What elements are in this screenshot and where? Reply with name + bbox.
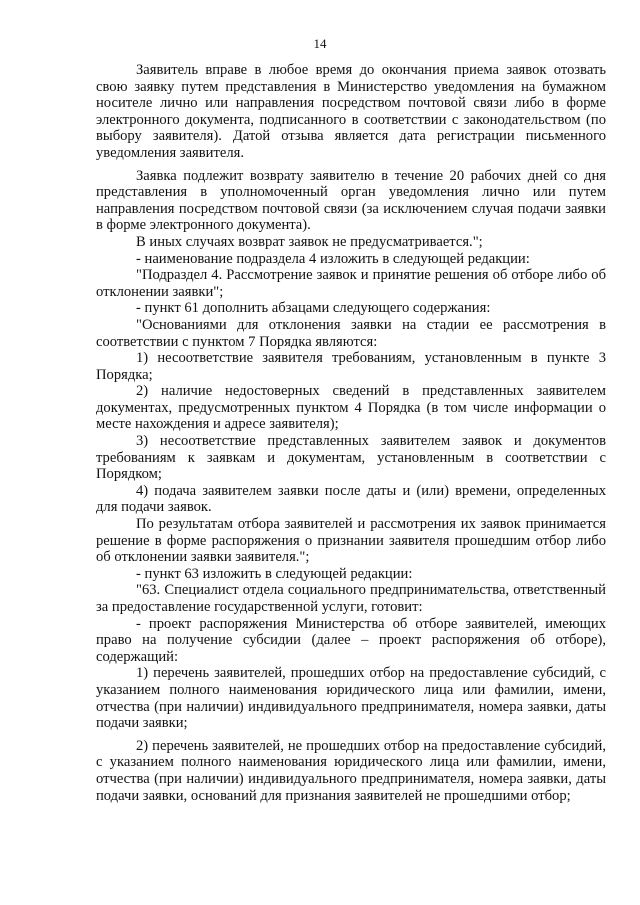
list-item: 2) перечень заявителей, не прошедших отбор на предоставление субсидий, с указанием полного наименования юридического лица или фамилии, имени, отчества (при наличии) индивидуального предпринимателя, номера заявки, даты подачи заявки, оснований для признания заявителей не прошедшими отбор; bbox=[96, 737, 606, 804]
paragraph-results: По результатам отбора заявителей и рассмотрения их заявок принимается решение в форме распоряжения о признании заявителя прошедшим отбор либо об отклонении заявки заявителя."; bbox=[96, 516, 606, 566]
list-item: 3) несоответствие представленных заявителем заявок и документов требованиям к заявкам и документам, установленным в соответствии с Порядком; bbox=[96, 433, 606, 483]
page-number: 14 bbox=[313, 36, 327, 51]
list-item: 4) подача заявителем заявки после даты и (или) времени, определенных для подачи заявок. bbox=[96, 482, 606, 516]
paragraph-specialist: "63. Специалист отдела социального предпринимательства, ответственный за предоставление государственной услуги, готовит: bbox=[96, 582, 606, 615]
paragraph-subsection-4: "Подраздел 4. Рассмотрение заявок и принятие решения об отборе либо об отклонении заявки"; bbox=[96, 267, 606, 300]
paragraph-point-63: - пункт 63 изложить в следующей редакции: bbox=[136, 565, 413, 582]
paragraph-withdrawal: Заявитель вправе в любое время до окончания приема заявок отозвать свою заявку путем представления в Министерство уведомления на бумажном носителе лично или направления посредством почтовой связи либо в форме электронного документа, подписанного в соответствии с законодательством (по выбору заявителя). Датой отзыва является дата регистрации письменного уведомления заявителя. bbox=[96, 62, 606, 161]
document-body bbox=[96, 62, 606, 804]
paragraph-draft-order: - проект распоряжения Министерства об отборе заявителей, имеющих право на получение субсидии (далее – проект распоряжения об отборе), содержащий: bbox=[96, 615, 606, 665]
paragraph-grounds: "Основаниями для отклонения заявки на стадии ее рассмотрения в соответствии с пунктом 7 Порядка являются: bbox=[96, 316, 606, 350]
list-item: 1) перечень заявителей, прошедших отбор на предоставление субсидий, с указанием полного наименования юридического лица или фамилии, имени, отчества (при наличии) индивидуального предпринимателя, номера заявки, даты подачи заявки; bbox=[96, 665, 606, 732]
paragraph-return: Заявка подлежит возврату заявителю в течение 20 рабочих дней со дня представления в уполномоченный орган уведомления лично или путем направления посредством почтовой связи (за исключением случая подачи заявки в форме электронного документа). bbox=[96, 167, 606, 234]
list-item: 1) несоответствие заявителя требованиям, установленным в пункте 3 Порядка; bbox=[96, 350, 606, 383]
paragraph-subsection-title-instruction: - наименование подраздела 4 изложить в следующей редакции: bbox=[136, 250, 530, 267]
list-item: 2) наличие недостоверных сведений в представленных заявителем документах, предусмотренных пунктом 4 Порядка (в том числе информации о месте нахождения и адресе заявителя); bbox=[96, 383, 606, 433]
paragraph-point-61: - пункт 61 дополнить абзацами следующего содержания: bbox=[136, 300, 491, 317]
paragraph-no-return: В иных случаях возврат заявок не предусматривается."; bbox=[136, 233, 483, 250]
